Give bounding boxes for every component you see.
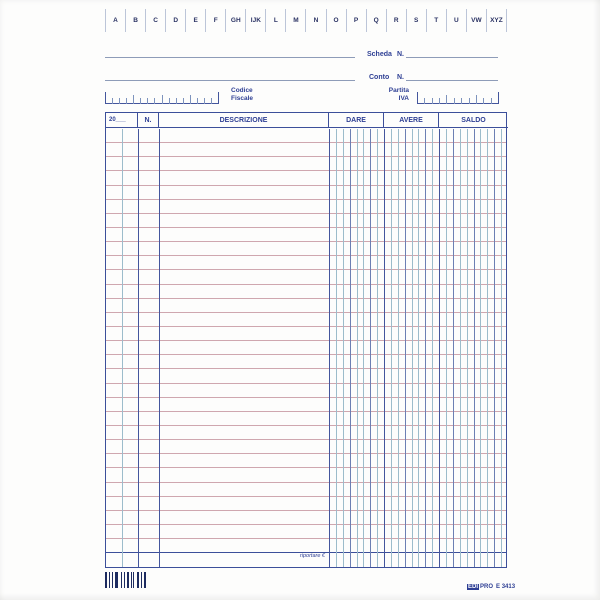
- codice-fiscale-label-line2: Fiscale: [231, 95, 254, 102]
- barcode-bar: [121, 572, 122, 588]
- scheda-number-rule: [406, 57, 498, 58]
- ledger-row: [106, 157, 506, 171]
- ledger-row: [106, 539, 506, 552]
- comb-tick: [469, 98, 470, 104]
- barcode-bar: [112, 572, 113, 588]
- riportare-label: riportare €: [299, 553, 325, 559]
- comb-baseline: [417, 103, 498, 104]
- ledger-row: [106, 369, 506, 383]
- alphabet-tab: GH: [225, 9, 245, 32]
- alphabet-tab: D: [165, 9, 185, 32]
- column-header-dare: DARE: [329, 113, 384, 128]
- column-header-avere: AVERE: [384, 113, 439, 128]
- ledger-row: [106, 440, 506, 454]
- column-header-saldo: SALDO: [439, 113, 508, 128]
- conto-n-label: N.: [397, 74, 404, 81]
- comb-tick: [176, 98, 177, 104]
- comb-tick: [140, 98, 141, 104]
- barcode-bar: [137, 572, 139, 588]
- comb-tick: [162, 95, 163, 104]
- comb-tick: [133, 95, 134, 104]
- publisher-logo: [467, 584, 515, 590]
- comb-tick: [169, 98, 170, 104]
- alphabet-tab-strip: [105, 9, 507, 32]
- alphabet-tab: Q: [366, 9, 386, 32]
- barcode-bar: [105, 572, 107, 588]
- ledger-row: [106, 228, 506, 242]
- form-model-code: E 3413: [496, 584, 516, 590]
- partita-iva-label-line2: IVA: [398, 95, 409, 102]
- comb-tick: [424, 98, 425, 104]
- ledger-row: [106, 186, 506, 200]
- ledger-row: [106, 171, 506, 185]
- comb-tick: [119, 98, 120, 104]
- partita-iva-label-line1: Partita: [388, 87, 409, 94]
- comb-tick: [211, 98, 212, 104]
- alphabet-tab: A: [113, 17, 118, 24]
- comb-tick: [491, 98, 492, 104]
- alphabet-tab: N: [305, 9, 325, 32]
- column-header-descrizione: DESCRIZIONE: [159, 113, 329, 128]
- barcode-bar: [124, 572, 125, 588]
- alphabet-tab: L: [265, 9, 285, 32]
- barcode-bar: [133, 572, 134, 588]
- conto-number-rule: [406, 80, 498, 81]
- comb-tick: [183, 98, 184, 104]
- barcode-bar: [109, 572, 110, 588]
- comb-tick: [105, 92, 106, 104]
- ledger-row: [106, 525, 506, 539]
- comb-tick: [218, 92, 219, 104]
- comb-tick: [476, 95, 477, 104]
- scheda-label: Scheda: [367, 51, 392, 58]
- ledger-row: [106, 285, 506, 299]
- alphabet-tab: E: [185, 9, 205, 32]
- comb-tick: [197, 98, 198, 104]
- alphabet-tab: U: [446, 9, 466, 32]
- ledger-row: [106, 341, 506, 355]
- ledger-row: [106, 299, 506, 313]
- alphabet-tab: R: [386, 9, 406, 32]
- comb-tick: [190, 95, 191, 104]
- scheda-left-rule: [105, 57, 355, 58]
- ledger-row: [106, 511, 506, 525]
- codice-fiscale-label-line1: Codice: [231, 87, 253, 94]
- alphabet-tab: XYZ: [486, 9, 506, 32]
- comb-tick: [147, 98, 148, 104]
- ledger-row: [106, 426, 506, 440]
- comb-tick: [439, 98, 440, 104]
- ledger-row: [106, 256, 506, 270]
- column-header-year: 20___: [106, 113, 138, 128]
- codice-fiscale-comb: [105, 88, 218, 104]
- ledger-row: [106, 355, 506, 369]
- comb-tick: [126, 98, 127, 104]
- ledger-row: [106, 200, 506, 214]
- barcode-bar: [127, 572, 129, 588]
- comb-tick: [446, 95, 447, 104]
- publisher-logo-edi: EDI: [468, 584, 479, 590]
- ledger-row: [106, 412, 506, 426]
- alphabet-tab: VW: [466, 9, 486, 32]
- alphabet-tab: S: [406, 9, 426, 32]
- comb-tick: [432, 98, 433, 104]
- alphabet-tab: IJK: [245, 9, 265, 32]
- ledger-row: [106, 497, 506, 511]
- ledger-row: [106, 143, 506, 157]
- ledger-row: [106, 483, 506, 497]
- comb-tick: [498, 92, 499, 104]
- comb-tick: [417, 92, 418, 104]
- ledger-table: [105, 112, 507, 568]
- alphabet-tab: T: [426, 9, 446, 32]
- column-header-n: N.: [138, 113, 159, 128]
- ledger-row: [106, 129, 506, 143]
- alphabet-tab: P: [346, 9, 366, 32]
- alphabet-tab: C: [145, 9, 165, 32]
- ledger-row: [106, 242, 506, 256]
- comb-tick: [483, 98, 484, 104]
- ledger-row: [106, 468, 506, 482]
- barcode-bar: [141, 572, 142, 588]
- barcode-bar: [144, 572, 146, 588]
- comb-tick: [454, 98, 455, 104]
- ledger-rows: [106, 129, 506, 553]
- publisher-logo-pro: PRO: [480, 584, 494, 590]
- ledger-row: [106, 454, 506, 468]
- comb-tick: [112, 98, 113, 104]
- conto-left-rule: [105, 80, 355, 81]
- scheda-n-label: N.: [397, 51, 404, 58]
- barcode-bar: [115, 572, 118, 588]
- alphabet-tab: M: [285, 9, 305, 32]
- partita-iva-label: [381, 87, 409, 103]
- comb-tick: [154, 98, 155, 104]
- alphabet-tab: F: [205, 9, 225, 32]
- alphabet-tab: O: [326, 9, 346, 32]
- ledger-row: [106, 313, 506, 327]
- barcode-bar: [131, 572, 132, 588]
- codice-fiscale-label: [231, 87, 253, 103]
- alphabet-tab: B: [125, 9, 145, 32]
- comb-tick: [461, 98, 462, 104]
- ledger-row: [106, 214, 506, 228]
- conto-label: Conto: [369, 74, 390, 81]
- ledger-row: [106, 327, 506, 341]
- ledger-row: [106, 384, 506, 398]
- ledger-row: [106, 398, 506, 412]
- ledger-row: [106, 270, 506, 284]
- partita-iva-comb: [417, 88, 498, 104]
- comb-tick: [204, 98, 205, 104]
